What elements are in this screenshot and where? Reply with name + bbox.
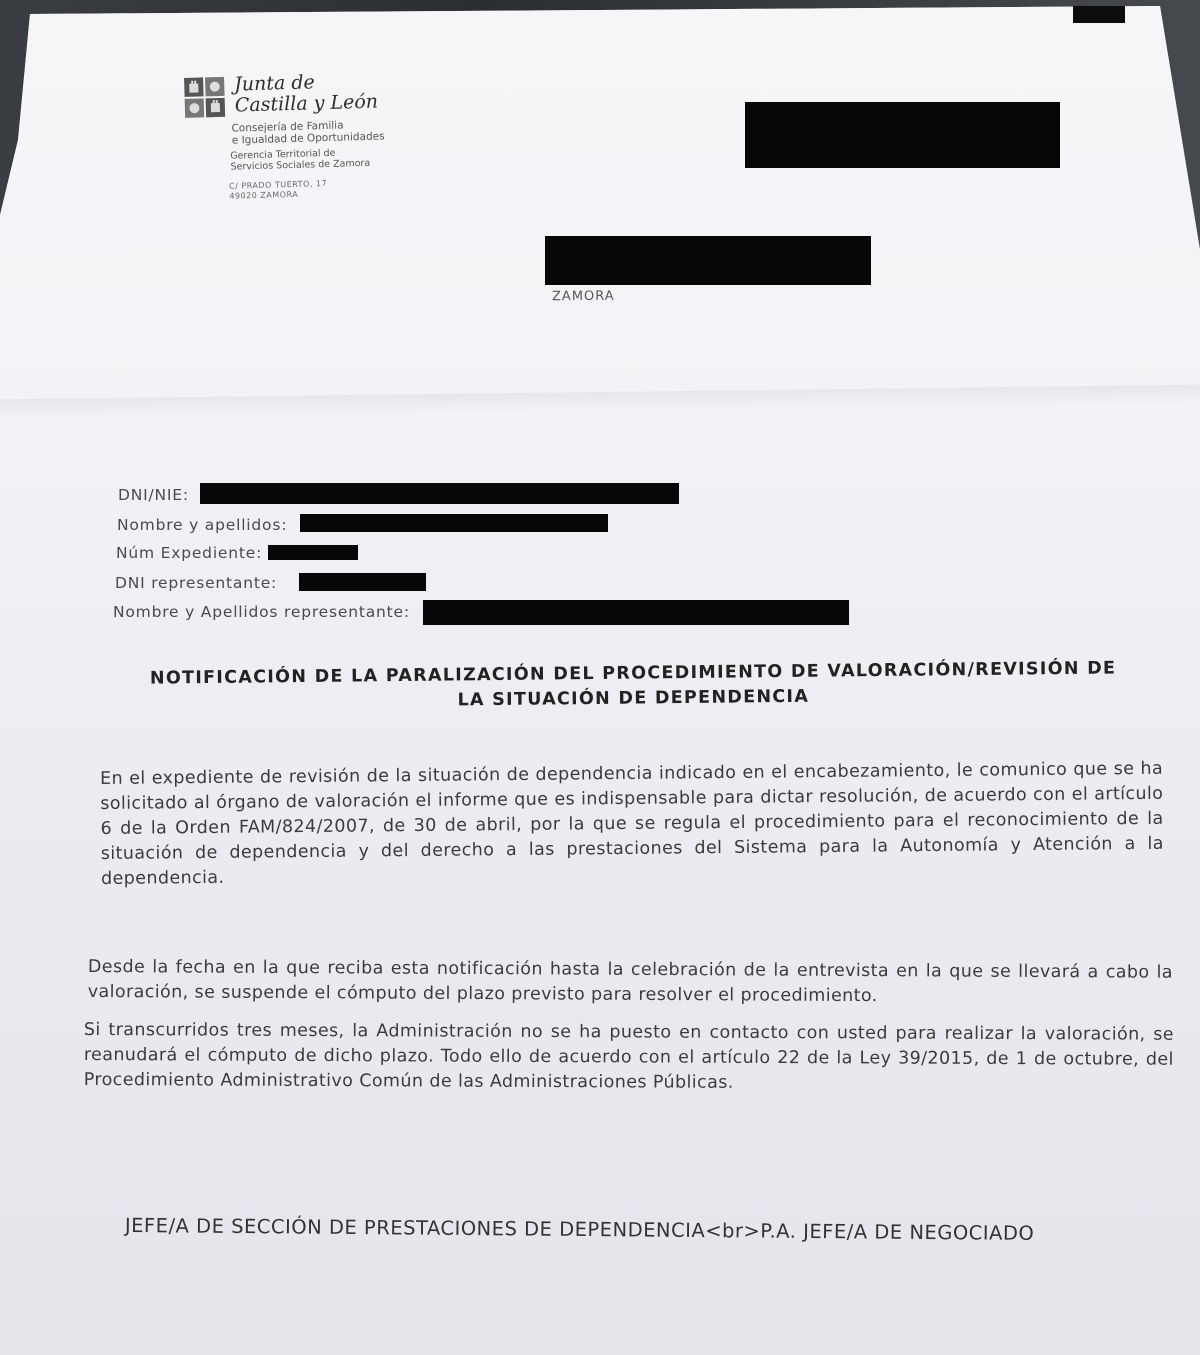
file-number-label: Núm Expediente:	[116, 544, 263, 562]
department-name: Consejería de Familia e Igualdad de Oportunidades	[231, 119, 385, 147]
body-paragraph-2: Desde la fecha en la que reciba esta notificación hasta la celebración de la entrevista en la que se llevará a cabo la valoración, se suspende el cómputo del plazo previsto para resolver el procedimiento.	[87, 957, 1173, 1007]
brand-name: Junta de Castilla y León	[233, 71, 379, 117]
coat-of-arms-icon	[182, 75, 227, 120]
redaction-dni	[200, 483, 679, 504]
redaction-file-number	[268, 545, 358, 560]
body-paragraph-3: Si transcurridos tres meses, la Administración no se ha puesto en contacto con usted para realizar la valoración, se reanudará el cómputo de dicho plazo. Todo ello de acuerdo con el artículo 22 de la Ley 39/2015, de 1 de octubre, del Procedimiento Administrativo Común de las Administraciones Públicas.	[83, 1020, 1174, 1093]
redaction-recipient-address	[545, 236, 871, 285]
office-name: Gerencia Territorial de Servicios Sociales de Zamora	[230, 147, 371, 173]
name-label: Nombre y apellidos:	[117, 516, 288, 534]
redaction-name	[300, 514, 608, 532]
redaction-recipient-name	[745, 102, 1060, 168]
redaction-representative-dni	[299, 573, 426, 591]
recipient-city: ZAMORA	[551, 288, 615, 305]
sender-address: C/ PRADO TUERTO, 17 49020 ZAMORA	[228, 178, 328, 201]
representative-name-label: Nombre y Apellidos representante:	[113, 603, 410, 621]
representative-dni-label: DNI representante:	[115, 574, 278, 592]
redaction-representative-name	[423, 600, 849, 625]
dni-label: DNI/NIE:	[118, 486, 189, 504]
signature-line: JEFE/A DE SECCIÓN DE PRESTACIONES DE DEPENDENCIA<br>P.A. JEFE/A DE NEGOCIADO	[124, 1214, 1035, 1245]
body-paragraph-1: En el expediente de revisión de la situación de dependencia indicado en el encabezamiento, le comunico que se ha solicitado al órgano de valoración el informe que es indispensable para dictar resolución, de acuerdo con el artículo 6 de la Orden FAM/824/2007, de 30 de abril, por la que se regula el procedimiento para el reconocimiento de la situación de dependencia y del derecho a las prestaciones del Sistema para la Autonomía y Atención a la dependencia.	[100, 758, 1164, 889]
notification-title: NOTIFICACIÓN DE LA PARALIZACIÓN DEL PROCEDIMIENTO DE VALORACIÓN/REVISIÓN DE LA SITUACIÓN DE DEPENDENCIA	[149, 658, 1117, 711]
redaction-corner	[1073, 6, 1125, 23]
